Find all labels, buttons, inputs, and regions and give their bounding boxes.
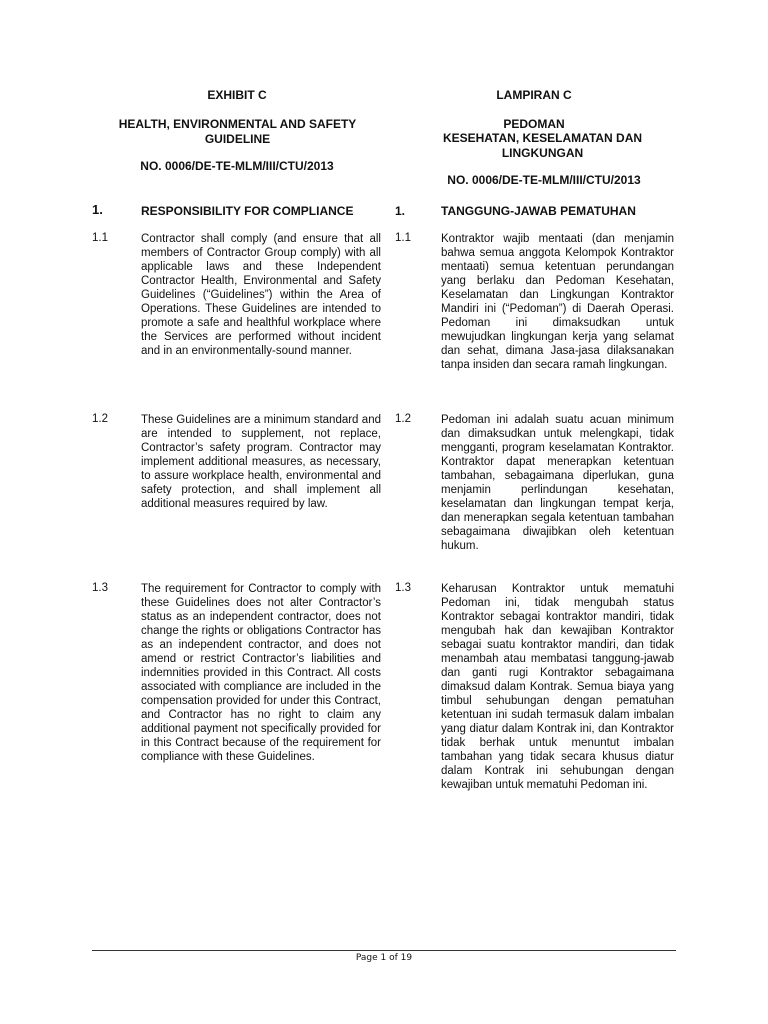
paragraph-number-en: 1.2 — [92, 413, 108, 425]
guideline-title-line2-id: KESEHATAN, KESELAMATAN DAN LINGKUNGAN — [442, 131, 643, 160]
document-number-en: NO. 0006/DE-TE-MLM/III/CTU/2013 — [140, 159, 334, 173]
paragraph-text-en: These Guidelines are a minimum standard and are intended to supplement, not replace, Contractor’s safety program. Contractor may implement additional measures, as necessary, to assure workplace health, environmental and safety protection, and shall implement all additional measures required by law. — [141, 414, 381, 510]
footer-divider — [92, 950, 676, 951]
document-number-id: NO. 0006/DE-TE-MLM/III/CTU/2013 — [447, 173, 641, 187]
section-title-id: TANGGUNG-JAWAB PEMATUHAN — [441, 204, 636, 218]
paragraph-number-id: 1.2 — [395, 413, 411, 425]
section-number-id: 1. — [395, 204, 406, 218]
paragraph-number-en: 1.3 — [92, 582, 108, 594]
paragraph-text-id: Kontraktor wajib mentaati (dan menjamin bahwa semua anggota Kelompok Kontraktor mentaati) semua ketentuan perundangan yang berlaku dan Pedoman Kesehatan, Keselamatan dan Lingkungan Kontraktor Mandiri ini (“Pedoman”) di Daerah Operasi. Pedoman ini dimaksudkan untuk mewujudkan lingkungan kerja yang selamat dan sehat, dimana Jasa-jasa dilaksanakan tanpa insiden dan secara ramah lingkungan. — [441, 233, 674, 371]
page-number: Page 1 of 19 — [355, 953, 413, 963]
guideline-title-en: HEALTH, ENVIRONMENTAL AND SAFETY GUIDELINE — [118, 117, 357, 146]
exhibit-label-id: LAMPIRAN C — [496, 88, 572, 102]
paragraph-text-id: Pedoman ini adalah suatu acuan minimum dan dimaksudkan untuk melengkapi, tidak mengganti, program keselamatan Kontraktor. Kontraktor dapat menerapkan ketentuan tambahan, sebagaimana diperlukan, guna menjamin perlindungan kesehatan, keselamatan dan lingkungan tempat kerja, dan menerapkan segala ketentuan tambahan sebagaimana diwajibkan oleh ketentuan hukum. — [441, 414, 674, 552]
paragraph-text-id: Keharusan Kontraktor untuk mematuhi Pedoman ini, tidak mengubah status Kontraktor sebagai kontraktor mandiri, tidak mengubah hak dan kewajiban Kontraktor sebagai suatu kontraktor mandiri, dan tidak menambah atau membatasi tanggung-jawab dan ganti rugi Kontraktor sebagaimana dimaksud dalam Kontrak. Semua biaya yang timbul sehubungan dengan pematuhan ketentuan ini sudah termasuk dalam imbalan yang diatur dalam Kontrak ini, dan Kontraktor tidak berhak untuk menuntut imbalan tambahan yang tidak secara khusus diatur dalam Kontrak ini sehubungan dengan kewajiban untuk mematuhi Pedoman ini. — [441, 583, 674, 791]
paragraph-number-id: 1.3 — [395, 582, 411, 594]
exhibit-label-en: EXHIBIT C — [207, 88, 267, 102]
section-title-en: RESPONSIBILITY FOR COMPLIANCE — [141, 204, 354, 218]
guideline-title-line1-id: PEDOMAN — [503, 117, 565, 131]
paragraph-number-en: 1.1 — [92, 232, 108, 244]
section-number-en: 1. — [92, 202, 103, 217]
paragraph-text-en: The requirement for Contractor to comply with these Guidelines does not alter Contractor’s status as an independent contractor, does not change the rights or obligations Contractor has as an independent contractor, and does not amend or restrict Contractor’s liabilities and indemnities provided in this Contract. All costs associated with compliance are included in the compensation provided for under this Contract, and Contractor has no right to claim any additional payment not specifically provided for in this Contract because of the requirement for compliance with these Guidelines. — [141, 583, 381, 763]
paragraph-number-id: 1.1 — [395, 232, 411, 244]
paragraph-text-en: Contractor shall comply (and ensure that all members of Contractor Group comply) with all applicable laws and these Independent Contractor Health, Environmental and Safety Guidelines (“Guidelines”) within the Area of Operations. These Guidelines are intended to promote a safe and healthful workplace where the Services are performed without incident and in an environmentally-sound manner. — [141, 233, 381, 357]
